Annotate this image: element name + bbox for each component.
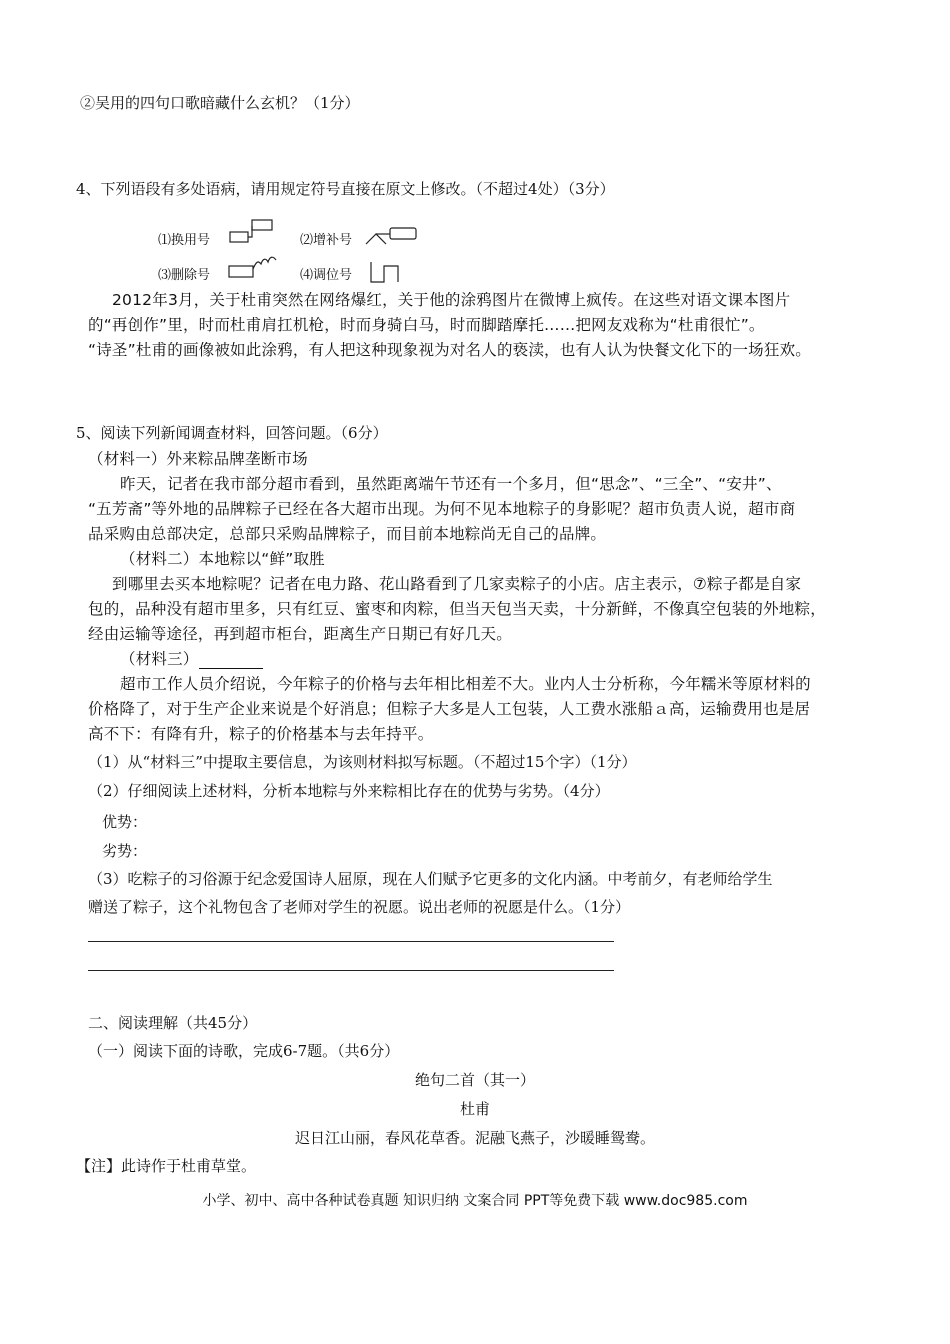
section-2-part-1: （一）阅读下面的诗歌，完成6-7题。（共6分） <box>88 1042 400 1060</box>
delete-mark-icon <box>226 252 280 282</box>
material-2-line-1: 到哪里去买本地粽呢？记者在电力路、花山路看到了几家卖粽子的小店。店主表示，⑦粽子都是自家 <box>112 575 802 593</box>
page-footer: 小学、初中、高中各种试卷真题 知识归纳 文案合同 PPT等免费下载 www.doc985.com <box>202 1193 748 1209</box>
answer-line-2[interactable] <box>88 970 614 971</box>
material-1-line-2: “五芳斋”等外地的品牌粽子已经在各大超市出现。为何不见本地粽子的身影呢？超市负责人说，超市商 <box>88 500 796 518</box>
symbol-label-replace: ⑴换用号 <box>158 233 211 248</box>
material-3-line-1: 超市工作人员介绍说，今年粽子的价格与去年相比相差不大。业内人士分析称，今年糯米等原材料的 <box>120 675 811 693</box>
insert-mark-icon <box>364 222 420 246</box>
answer-line-1[interactable] <box>88 941 614 942</box>
poem-author: 杜甫 <box>459 1100 490 1118</box>
reorder-mark-icon <box>368 258 408 286</box>
poem-note: 【注】此诗作于杜甫草堂。 <box>76 1157 257 1175</box>
material-2-line-2: 包的，品种没有超市里多，只有红豆、蜜枣和肉粽，但当天包当天卖，十分新鲜，不像真空包装的外地粽， <box>88 600 826 618</box>
q4-paragraph-line-2: 的“再创作”里，时而杜甫肩扛机枪，时而身骑白马，时而脚踏摩托……把网友戏称为“杜甫很忙”。 <box>88 316 765 334</box>
symbol-label-insert: ⑵增补号 <box>300 233 353 248</box>
material-3-heading: （材料三） <box>120 650 199 668</box>
disadvantage-label: 劣势： <box>102 842 148 860</box>
symbol-label-reorder: ⑷调位号 <box>300 268 353 283</box>
material-3-heading-row <box>120 649 263 669</box>
q5-subquestion-3-line-2: 赠送了粽子，这个礼物包含了老师对学生的祝愿。说出老师的祝愿是什么。（1分） <box>88 898 631 916</box>
question-4-title: 4、下列语段有多处语病，请用规定符号直接在原文上修改。（不超过4处）（3分） <box>76 180 615 198</box>
q5-subquestion-1: （1）从“材料三”中提取主要信息，为该则材料拟写标题。（不超过15个字）（1分） <box>88 753 637 771</box>
q5-subquestion-3-line-1: （3）吃粽子的习俗源于纪念爱国诗人屈原，现在人们赋予它更多的文化内涵。中考前夕，有老师给学生 <box>88 870 773 888</box>
section-2-title: 二、阅读理解（共45分） <box>88 1014 258 1032</box>
material-2-heading: （材料二）本地粽以“鲜”取胜 <box>120 550 325 568</box>
material-1-line-1: 昨天，记者在我市部分超市看到，虽然距离端午节还有一个多月，但“思念”、“三全”、“安井”、 <box>120 475 782 493</box>
material-3-line-2: 价格降了，对于生产企业来说是个好消息；但粽子大多是人工包装，人工费水涨船ａ高，运输费用也是居 <box>88 700 811 718</box>
material-1-line-3: 品采购由总部决定，总部只采购品牌粽子，而目前本地粽尚无自己的品牌。 <box>88 525 607 543</box>
material-3-line-3: 高不下：有降有升，粽子的价格基本与去年持平。 <box>88 725 434 743</box>
material-2-line-3: 经由运输等途径，再到超市柜台，距离生产日期已有好几天。 <box>88 625 512 643</box>
symbol-label-delete: ⑶删除号 <box>158 268 211 283</box>
q4-paragraph-line-3: “诗圣”杜甫的画像被如此涂鸦，有人把这种现象视为对名人的亵渎，也有人认为快餐文化下的一场狂欢。 <box>88 341 811 359</box>
q5-subquestion-2: （2）仔细阅读上述材料，分析本地粽与外来粽相比存在的优势与劣势。（4分） <box>88 782 610 800</box>
poem-text: 迟日江山丽，春风花草香。泥融飞燕子，沙暖睡鸳鸯。 <box>294 1129 655 1147</box>
advantage-label: 优势： <box>102 813 148 831</box>
material-1-heading: （材料一）外来粽品牌垄断市场 <box>88 450 308 468</box>
poem-title: 绝句二首（其一） <box>414 1071 535 1089</box>
question-5-title: 5、阅读下列新闻调查材料，回答问题。（6分） <box>76 424 388 442</box>
q4-paragraph-line-1: 2012年3月，关于杜甫突然在网络爆红，关于他的涂鸦图片在微博上疯传。在这些对语文课本图片 <box>112 291 791 309</box>
replace-mark-icon <box>226 218 276 246</box>
material-3-title-blank[interactable] <box>199 654 263 669</box>
question-3-item-2: ②吴用的四句口歌暗藏什么玄机？（1分） <box>80 94 360 112</box>
